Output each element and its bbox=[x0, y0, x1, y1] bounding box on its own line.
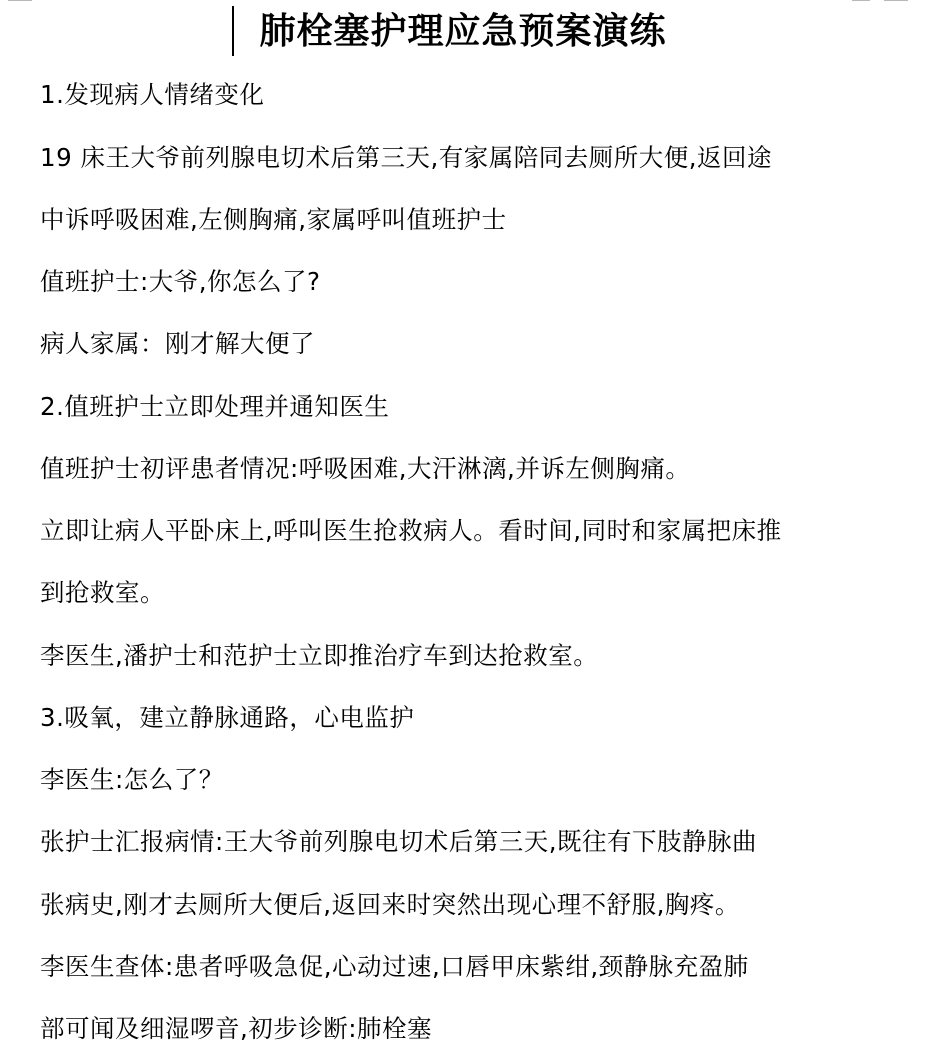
paragraph-line[interactable]: 2.值班护士立即处理并通知医生 bbox=[40, 392, 390, 421]
page-corner-mark-right bbox=[884, 0, 908, 1]
paragraph-line[interactable]: 1.发现病人情绪变化 bbox=[40, 80, 265, 109]
paragraph-line[interactable]: 张病史,刚才去厕所大便后,返回来时突然出现心理不舒服,胸疼。 bbox=[40, 890, 740, 919]
paragraph-line[interactable]: 值班护士初评患者情况:呼吸困难,大汗淋漓,并诉左侧胸痛。 bbox=[40, 454, 691, 483]
paragraph-line[interactable]: 病人家属：刚才解大便了 bbox=[40, 329, 315, 358]
paragraph-line[interactable]: 值班护士:大爷,你怎么了? bbox=[40, 267, 321, 296]
paragraph-line[interactable]: 立即让病人平卧床上,呼叫医生抢救病人。看时间,同时和家属把床推 bbox=[40, 516, 782, 545]
paragraph-line[interactable]: 19 床王大爷前列腺电切术后第三天,有家属陪同去厕所大便,返回途 bbox=[40, 143, 773, 172]
paragraph-line[interactable]: 李医生,潘护士和范护士立即推治疗车到达抢救室。 bbox=[40, 641, 599, 670]
paragraph-line[interactable]: 李医生:怎么了？ bbox=[40, 765, 224, 794]
paragraph-line[interactable]: 张护士汇报病情:王大爷前列腺电切术后第三天,既往有下肢静脉曲 bbox=[40, 827, 758, 856]
page-corner-mark-left bbox=[8, 0, 32, 1]
document-title[interactable]: 肺栓塞护理应急预案演练 bbox=[259, 11, 667, 52]
paragraph-line[interactable]: 3.吸氧，建立静脉通路，心电监护 bbox=[40, 703, 415, 732]
paragraph-line[interactable]: 到抢救室。 bbox=[40, 578, 165, 607]
page-corner-mark-right-inner bbox=[852, 0, 870, 1]
paragraph-line[interactable]: 部可闻及细湿啰音,初步诊断:肺栓塞 bbox=[40, 1014, 433, 1043]
paragraph-line[interactable]: 李医生查体:患者呼吸急促,心动过速,口唇甲床紫绀,颈静脉充盈肺 bbox=[40, 952, 749, 981]
paragraph-line[interactable]: 中诉呼吸困难,左侧胸痛,家属呼叫值班护士 bbox=[40, 205, 507, 234]
